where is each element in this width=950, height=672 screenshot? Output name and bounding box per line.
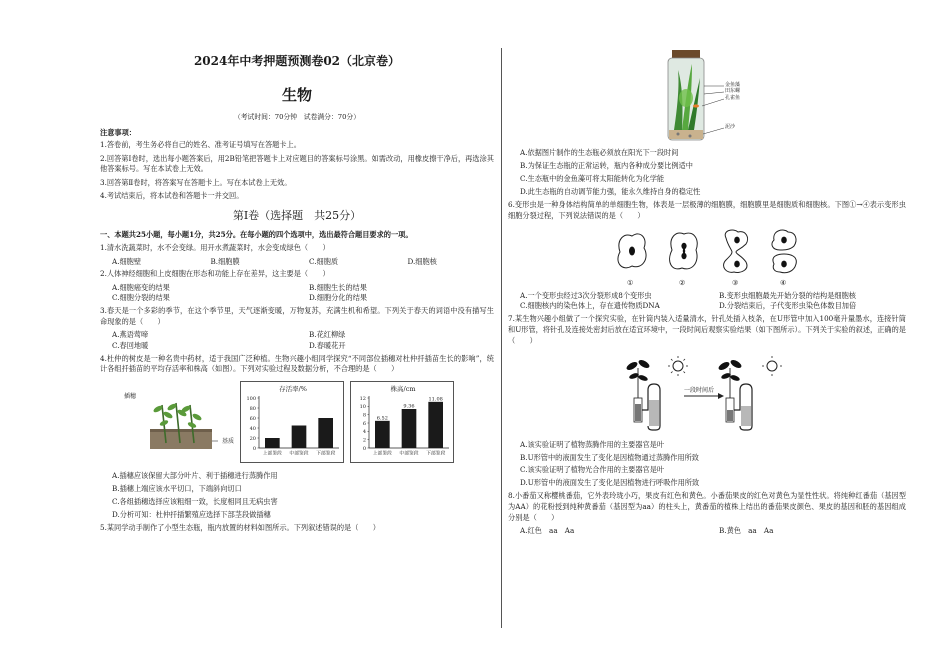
q5-stem: 5.某同学动手制作了小型生态瓶，瓶内放置的材料如图所示。下列叙述错误的是（ ） — [100, 523, 380, 533]
height-value-label: 9.36 — [403, 403, 415, 410]
height-category-label: 下部鉴段 — [426, 451, 446, 457]
q1-option-c: C.细胞质 — [309, 256, 339, 266]
q2-option-b: B.细胞生长的结果 — [309, 282, 367, 292]
q6-option-b: B.变形虫细胞最先开始分裂的结构是细胞核 — [719, 290, 856, 300]
chart-survival — [241, 382, 343, 462]
q8-stem: 8.小番茄又称樱桃番茄，它外表玲珑小巧，果皮有红色和黄色。小番茄果皮的红色对黄色为显性性状。将纯种红番茄（基因型为AA）的花粉授到纯种黄番茄（基因型为aa）的柱头上，黄番茄的植株上结出的番茄果皮颜色、果皮的基因和胚的基因组成分别是（ ） — [508, 491, 906, 523]
q1-option-a: A.细胞壁 — [112, 256, 142, 266]
stage-label-2: ② — [679, 278, 686, 287]
q3-option-c: C.春回地暖 — [112, 340, 149, 350]
stage-label-1: ① — [627, 278, 634, 287]
q7-option-c: C.该实验证明了植物光合作用的主要器官是叶 — [520, 465, 665, 475]
survival-tick-label: 100 — [246, 396, 256, 403]
note-item: 4.考试结束后，将本试卷和答题卡一并交回。 — [100, 190, 244, 200]
height-tick-label: 0 — [362, 446, 366, 453]
section-instruction: 一、本题共25小题，每小题1分，共25分。在每小题的四个选项中，选出最符合题目要求的一项。 — [100, 230, 413, 240]
chart-survival-frame — [240, 381, 344, 463]
notes-title: 注意事项： — [100, 127, 136, 137]
q2-stem: 2.人体神经细胞和上皮细胞在形态和功能上存在差异，这主要是（ ） — [100, 269, 330, 279]
amoeba-division-illustration — [608, 226, 808, 278]
q6-option-a: A.一个变形虫经过3次分裂形成8个变形虫 — [520, 290, 652, 300]
height-bar — [428, 402, 443, 448]
q1-options — [100, 257, 494, 268]
label-hornwort: 金鱼藻 — [725, 82, 741, 88]
exam-title: 2024年中考押题预测卷02（北京卷） — [193, 54, 401, 68]
height-tick-label: 8 — [362, 412, 366, 419]
q4-option-d: D.分析可知：杜仲扦插繁殖应选择下部茎段做插穗 — [112, 510, 271, 520]
q3-stem: 3.春天是一个多彩的季节，在这个季节里，天气逐渐变暖，万物复苏，充满生机和希望。下列关于春天的词语中没有描写生命现象的是（ ） — [100, 306, 494, 326]
q5-figure — [508, 50, 906, 144]
q6-figure — [508, 226, 906, 288]
q1-option-d: D.细胞核 — [407, 256, 437, 266]
height-value-label: 11.08 — [428, 396, 443, 403]
q6-option-d: D.分裂结束后，子代变形虫染色体数目加倍 — [719, 301, 857, 311]
q3-option-b: B.花红柳绿 — [309, 330, 346, 340]
label-cutting: 插穗 — [124, 393, 137, 401]
height-title: 株高/cm — [390, 385, 416, 394]
survival-tick-label: 0 — [252, 446, 256, 453]
cutting-illustration — [140, 399, 224, 451]
height-bar — [402, 409, 417, 448]
height-tick-label: 4 — [362, 429, 366, 436]
q3-options — [100, 330, 494, 352]
label-sand: 泥沙 — [725, 124, 736, 130]
height-category-label: 中部鉴段 — [399, 451, 419, 457]
q6-option-c: C.细胞核内的染色体上，存在遗传物质DNA — [520, 301, 660, 311]
label-snail: 田东螺 — [725, 88, 741, 94]
q7-option-d: D.U形管中的液面发生了变化是因植物进行呼吸作用所致 — [520, 478, 700, 488]
q7-stem: 7.某生物兴趣小组做了一个探究实验，在针筒内装入适量清水，针孔处插入枝条，在U形管中加入100毫升量墨水，连接针筒和U形管，将针孔及连接处密封后放在适宜环境中，一段时间后观察实验结果（如下图所示）。下列关于实验的叙述，正确的是（ ） — [508, 314, 906, 345]
survival-category-label: 下部鉴段 — [316, 451, 336, 457]
q3-option-d: D.春暖花开 — [309, 340, 346, 350]
survival-category-label: 中部鉴段 — [289, 451, 309, 457]
survival-tick-label: 80 — [249, 406, 256, 413]
q2-option-d: D.细胞分化的结果 — [309, 293, 368, 303]
right-column — [508, 0, 906, 672]
label-guppy: 孔雀鱼 — [725, 95, 741, 101]
survival-tick-label: 40 — [249, 426, 256, 433]
q7-figure — [508, 350, 906, 436]
survival-bar — [292, 426, 307, 449]
q8-options — [508, 526, 906, 537]
height-tick-label: 2 — [362, 437, 366, 444]
q4-figure — [100, 381, 494, 465]
survival-tick-label: 20 — [249, 436, 256, 443]
ecobottle-illustration — [666, 50, 756, 142]
q5-option-d: D.此生态瓶的自动调节能力强，能永久维持自身的稳定性 — [520, 186, 701, 196]
chart-height-frame — [350, 381, 454, 463]
q5-option-a: A.依据图片制作的生态瓶必须放在阳光下一段时间 — [520, 148, 679, 157]
stage-label-3: ③ — [732, 278, 739, 287]
height-bar — [375, 421, 390, 448]
arrow-label: 一段时间后 — [684, 386, 715, 394]
q6-options — [508, 291, 906, 313]
section-title: 第Ⅰ卷（选择题 共25分） — [232, 208, 362, 222]
stage-label-4: ④ — [780, 278, 787, 287]
q5-option-b: B.为保证生态瓶的正常运转，瓶内各种成分要比例适中 — [520, 160, 693, 170]
survival-tick-label: 60 — [249, 416, 256, 423]
height-tick-label: 6 — [362, 421, 366, 428]
label-base: 基质 — [222, 438, 235, 446]
q4-option-b: B.插穗上端应该水平切口，下端斜向切口 — [112, 484, 242, 494]
q2-option-a: A.细胞癌变的结果 — [112, 282, 170, 292]
note-item: 2.回答第Ⅰ卷时，选出每小题答案后，用2B铅笔把答题卡上对应题目的答案标号涂黑。如需改动，用橡皮擦干净后，再选涂其他答案标号。写在本试卷上无效。 — [100, 153, 494, 174]
q7-option-b: B.U形管中的液面发生了变化是因植物通过蒸腾作用所致 — [520, 452, 699, 462]
q4-stem: 4.杜仲的树皮是一种名贵中药材，适于我国广泛种植。生物兴趣小组同学探究“不同部位插穗对杜仲扦插苗生长的影响”，统计各组扦插苗的平均存活率和株高（如图）。下列对实验过程及数据分析，不合理的是（ ） — [100, 353, 494, 374]
survival-category-label: 上部鉴段 — [262, 451, 282, 457]
survival-bar — [265, 438, 280, 448]
q5-option-c: C.生态瓶中的金鱼藻可将太阳能转化为化学能 — [520, 173, 665, 183]
height-tick-label: 10 — [359, 404, 366, 411]
survival-bar — [318, 418, 333, 448]
note-item: 3.回答第Ⅱ卷时，将答案写在答题卡上。写在本试卷上无效。 — [100, 177, 292, 187]
note-item: 1.答卷前，考生务必将自己的姓名、准考证号填写在答题卡上。 — [100, 140, 301, 150]
height-value-label: 6.52 — [376, 415, 388, 422]
height-category-label: 上部鉴段 — [372, 451, 392, 457]
q4-option-c: C.各组插穗选择应该粗细一致，长度相同且无病虫害 — [112, 497, 278, 507]
left-column — [100, 0, 494, 672]
survival-title: 存活率/% — [279, 385, 307, 394]
column-divider — [501, 48, 502, 628]
q4-option-a: A.插穗应该保留大部分叶片、利于插穗进行蒸腾作用 — [112, 471, 278, 481]
q8-option-b: B.黄色 aa Aa — [719, 526, 774, 536]
chart-height — [351, 382, 453, 462]
height-tick-label: 12 — [359, 396, 366, 403]
q1-stem: 1.清水洗蔬菜时，水不会变绿。用开水煮蔬菜时，水会变成绿色（ ） — [100, 243, 330, 253]
subject-title: 生物 — [281, 86, 312, 104]
q6-stem: 6.变形虫是一种身体结构简单的单细胞生物，体表是一层极薄的细胞膜，细胞膜里是细胞质和细胞核。下图①→④表示变形虫细胞分裂过程，下列说法错误的是（ ） — [508, 199, 906, 220]
q7-option-a: A.该实验证明了植物蒸腾作用的主要器官是叶 — [520, 439, 665, 449]
q2-option-c: C.细胞分裂的结果 — [112, 293, 170, 303]
q2-options — [100, 283, 494, 305]
q1-option-b: B.细胞膜 — [210, 256, 240, 266]
q8-option-a: A.红色 aa Aa — [520, 526, 575, 536]
q3-option-a: A.燕语莺啼 — [112, 330, 149, 340]
exam-info: （考试时间：70分钟 试卷满分：70分） — [233, 112, 361, 121]
